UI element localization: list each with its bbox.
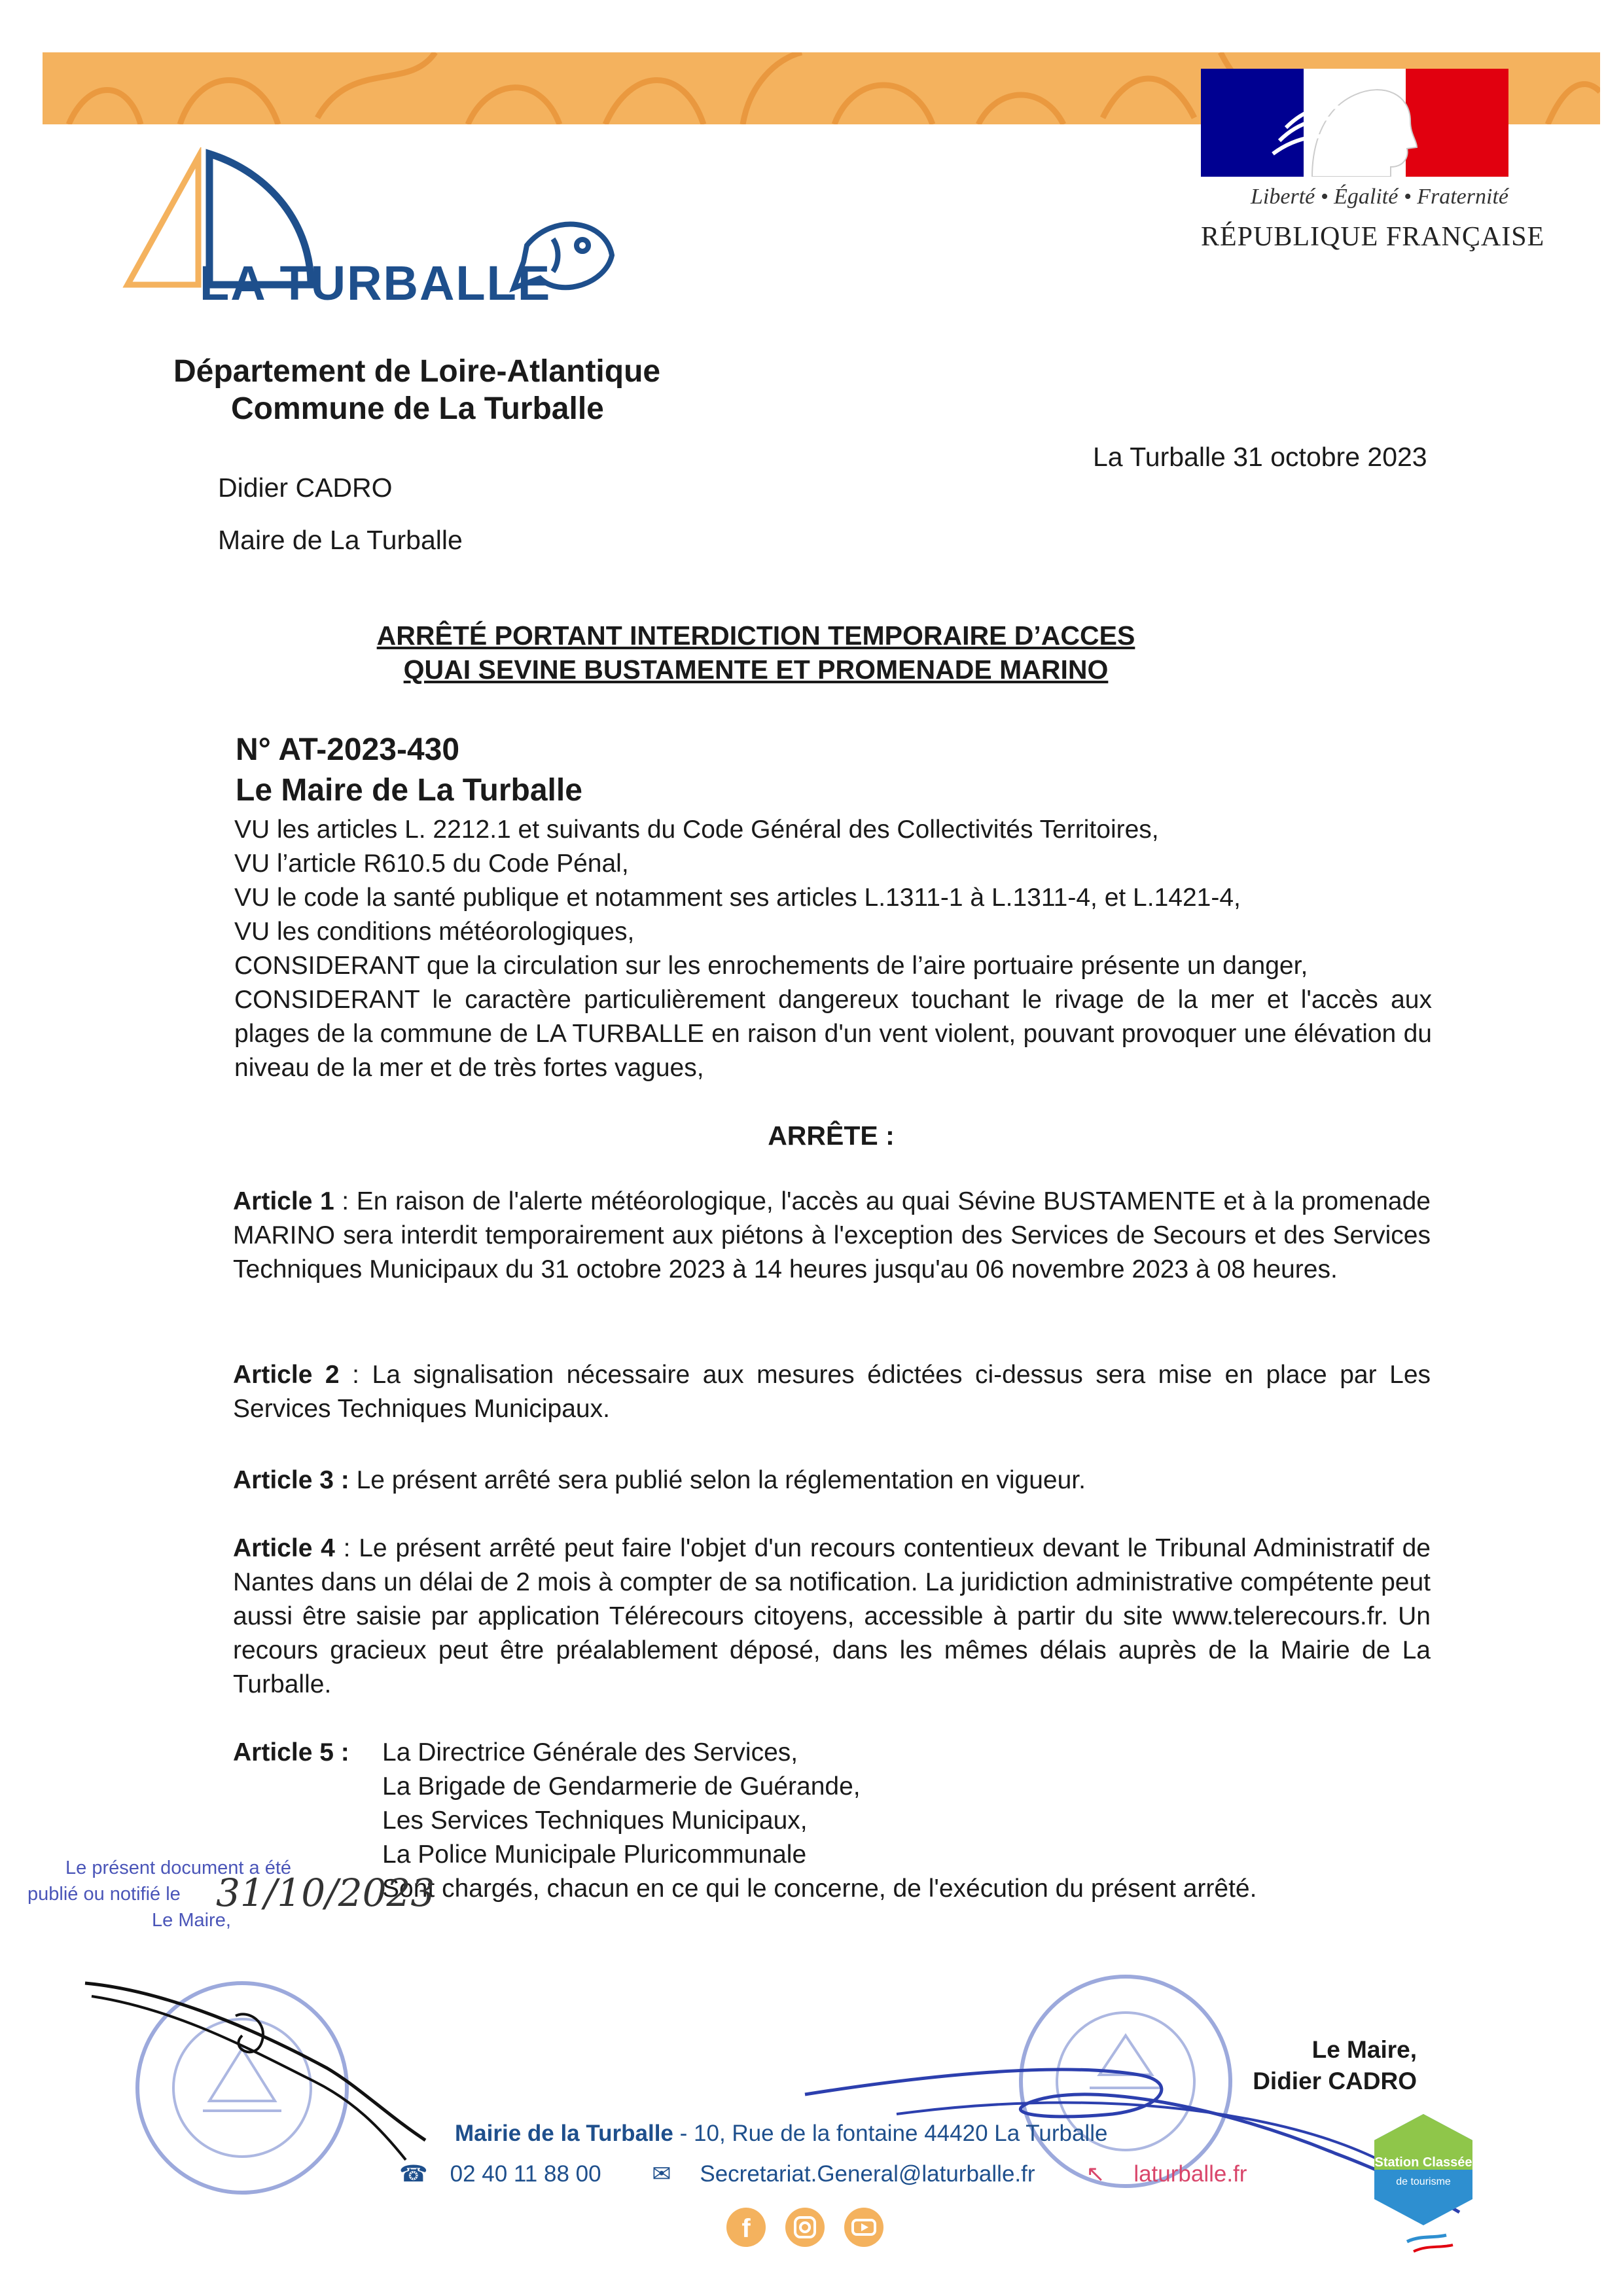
article-5-line: La Police Municipale Pluricommunale [382, 1840, 807, 1869]
consideration-line: CONSIDERANT le caractère particulièrement dangereux touchant le rivage de la mer et l'accès aux plages de la commune de LA TURBALLE en raison d'un vent violent, pouvant provoquer une élévation du niveau de la mer et de très fortes vagues, [234, 986, 1432, 1082]
mayor-title: Maire de La Turballe [218, 525, 463, 555]
article-text: : La signalisation nécessaire aux mesures édictées ci-dessus sera mise en place par Les Services Techniques Municipaux. [233, 1361, 1431, 1423]
logo-wordmark: LA TURBALLE [200, 256, 552, 310]
footer-contact [399, 2161, 1291, 2187]
article-5-line: Sont chargés, chacun en ce qui le concerne, de l'exécution du présent arrêté. [382, 1874, 1257, 1903]
arrete-heading: ARRÊTE : [768, 1121, 895, 1151]
issuer: Le Maire de La Turballe [236, 773, 582, 808]
phone-number: 02 40 11 88 00 [450, 2161, 601, 2187]
cursor-icon: ↖ [1086, 2161, 1112, 2187]
republic-name: RÉPUBLIQUE FRANÇAISE [1201, 222, 1545, 252]
website-url: laturballe.fr [1133, 2161, 1247, 2187]
signature-name: Didier CADRO [1253, 2068, 1417, 2094]
department-title: Département de Loire-Atlantique [173, 354, 661, 389]
phone[interactable] [399, 2161, 624, 2187]
article-4 [233, 1532, 1431, 1702]
station-line-2: de tourisme [1396, 2176, 1451, 2187]
website[interactable] [1086, 2161, 1269, 2187]
article-3 [233, 1463, 1431, 1498]
publication-date-handwritten: 31/10/2023 [216, 1871, 435, 1915]
email[interactable] [652, 2161, 1057, 2187]
mail-icon: ✉ [652, 2161, 678, 2187]
article-text: : En raison de l'alerte météorologique, l'accès au quai Sévine BUSTAMENTE et à la promenade MARINO sera interdit temporairement aux piétons à l'exception des Services de Secours et des Services Techniques Municipaux du 31 octobre 2023 à 14 heures jusqu'au 06 novembre 2023 à 08 heures. [233, 1187, 1431, 1283]
article-label: Article 4 [233, 1534, 335, 1562]
consideration-line: VU le code la santé publique et notamment ses articles L.1311-1 à L.1311-4, et L.1421-4, [234, 884, 1241, 912]
email-address: Secretariat.General@laturballe.fr [700, 2161, 1035, 2187]
article-5-line: Les Services Techniques Municipaux, [382, 1806, 808, 1835]
article-1 [233, 1185, 1431, 1287]
article-label: Article 3 : [233, 1466, 349, 1494]
sail-left-icon [128, 157, 198, 285]
article-label: Article 1 [233, 1187, 334, 1215]
article-label: Article 2 [233, 1361, 340, 1389]
youtube-icon [844, 2208, 883, 2247]
consideration-line: VU l’article R610.5 du Code Pénal, [234, 850, 629, 878]
svg-text:f: f [741, 2214, 751, 2243]
facebook-icon [726, 2208, 766, 2247]
publication-stamp-line-1: Le présent document a été [65, 1857, 292, 1878]
marianne-logo [1201, 69, 1508, 177]
footer-mairie: Mairie de la Turballe [455, 2121, 673, 2146]
article-2 [233, 1358, 1431, 1426]
consideration-line: VU les conditions météorologiques, [234, 918, 635, 946]
article-5-line: La Directrice Générale des Services, [382, 1738, 798, 1767]
instagram-icon [785, 2208, 825, 2247]
signature-title: Le Maire, [1311, 2036, 1417, 2063]
social-icons [723, 2204, 887, 2250]
signature-block [1178, 2034, 1417, 2097]
publication-stamp-line-2: publié ou notifié le [27, 1884, 181, 1905]
arrete-title-line-2: QUAI SEVINE BUSTAMENTE ET PROMENADE MARINO [403, 655, 1109, 685]
consideration-line: CONSIDERANT que la circulation sur les enrochements de l’aire portuaire présente un danger, [234, 952, 1308, 980]
consideration-line: VU les articles L. 2212.1 et suivants du Code Général des Collectivités Territoires, [234, 816, 1159, 844]
considerations [234, 813, 1432, 1085]
arrete-title-line-1: ARRÊTÉ PORTANT INTERDICTION TEMPORAIRE D’ACCES [376, 620, 1135, 651]
phone-icon: ☎ [399, 2161, 428, 2187]
station-line-1: Station Classée [1374, 2155, 1472, 2170]
commune-title: Commune de La Turballe [231, 391, 604, 426]
handwritten-signature-left [79, 1970, 445, 2166]
footer-street: - 10, Rue de la fontaine 44420 La Turballe [673, 2121, 1108, 2146]
place-date: La Turballe 31 octobre 2023 [1093, 442, 1427, 472]
station-classee-badge [1368, 2111, 1479, 2261]
footer-address [455, 2121, 1107, 2147]
article-label: Article 5 : [233, 1738, 349, 1767]
arrete-number: N° AT-2023-430 [236, 732, 460, 767]
article-5-line: La Brigade de Gendarmerie de Guérande, [382, 1772, 861, 1801]
publication-stamp-line-3: Le Maire, [152, 1910, 231, 1931]
article-text: : Le présent arrêté peut faire l'objet d'un recours contentieux devant le Tribunal Administratif de Nantes dans un délai de 2 mois à compter de sa notification. La juridiction administrative compétente peut aussi être saisie par application Télérecours citoyens, accessible à partir du site www.telerecours.fr. Un recours gracieux peut être préalablement déposé, dans les mêmes délais auprès de la Mairie de La Turballe. [233, 1534, 1431, 1698]
mayor-name: Didier CADRO [218, 473, 393, 503]
republic-motto: Liberté • Égalité • Fraternité [1251, 185, 1508, 209]
article-text: Le présent arrêté sera publié selon la réglementation en vigueur. [349, 1466, 1086, 1494]
